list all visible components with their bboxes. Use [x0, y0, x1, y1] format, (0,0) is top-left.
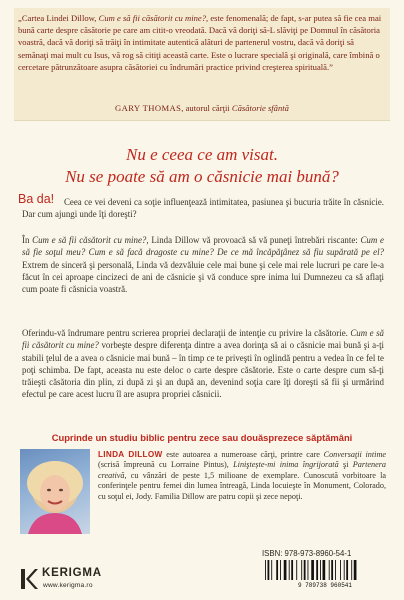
text-part: , Linda Dillow vă provoacă să vă puneţi întrebări riscante:	[146, 235, 361, 245]
book-title: Cum e să fii căsătorit cu mine?	[22, 328, 384, 351]
isbn-label: ISBN: 978-973-8960-54-1	[262, 549, 352, 558]
author-name: GARY THOMAS	[115, 103, 182, 113]
bio-book: Partenera creativă	[98, 460, 386, 480]
endorsement-quote	[18, 12, 386, 73]
barcode	[262, 560, 388, 588]
text-part: Extrem de sinceră şi personală, Linda vă dezvăluie cele mai bune şi cele mai rele lucruri pe care le-a făcut în cei aproape cincizeci de ani de căsnicie şi vă conduce spre inima lui Dumnezeu ca să aflaţi cum poate fi căsnicia voastră.	[22, 259, 384, 295]
author-portrait-icon	[20, 449, 90, 534]
ba-da-label: Ba da!	[18, 192, 55, 206]
publisher-name: KERIGMA	[42, 567, 102, 579]
text-part: Oferindu-vă îndrumare pentru scrierea propriei declaraţii de intenţie cu privire la căsătorie.	[22, 328, 351, 338]
paragraph-1: Ceea ce vei deveni ca soţie influenţează intimitatea, pasiunea şi bucuria trăite în căsnicie. Dar cum ajungi unde îţi doreşti?	[22, 197, 384, 220]
author-photo	[20, 449, 90, 534]
bio-text: este autoarea a numeroase cărţi, printre care	[162, 450, 324, 459]
bio-book: Liniştește-mi inima îngrijorată	[233, 460, 339, 470]
bio-text: şi	[338, 460, 353, 470]
quote-book-title: Cum e să fii căsătorit cu mine?	[98, 13, 207, 23]
study-note: Cuprinde un studiu biblic pentru zece sau douăsprezece săptămâni	[51, 432, 353, 443]
kerigma-logo-icon	[20, 568, 38, 590]
questions: Cum e să fie soţul meu? Cum e să facă dragoste cu mine? De ce mă încăpăţânez să fiu supărată pe el?	[22, 235, 384, 258]
text-part: În	[22, 235, 33, 245]
endorsement-author	[0, 103, 404, 113]
bio-text: (scrisă împreună cu Lorraine Pintus),	[98, 460, 234, 470]
publisher-url[interactable]: www.kerigma.ro	[43, 582, 93, 589]
quote-part: , este fenomenală; de fapt, s-ar putea să fie cea mai bună carte despre căsătorie pe care am citit-o vreodată. Dacă vă doriţi să-L slăviţi pe Domnul în căsătoria voastră, dacă vă doriţi să trăiţi în intimitate autentică alături de partenerul vostru, dacă vă doriţi să semănaţi mai mult cu Isus, vă rog să citiţi această carte. Este o lucrare specială şi originală, care îmbină o cercetare pătrunzătoare asupra căsătoriei cu îndrumări practice privind creşterea spirituală.”	[18, 13, 382, 72]
author-separator: , autorul cărţii	[181, 103, 232, 113]
bio-book: Conversaţii intime	[323, 450, 386, 459]
paragraph-3	[22, 327, 384, 401]
headline-line1: Nu e ceea ce am visat.	[126, 145, 278, 164]
author-bio	[98, 450, 386, 502]
bio-name: LINDA DILLOW	[98, 450, 163, 459]
paragraph-2	[22, 234, 384, 295]
bio-text: , cu vânzări de peste 1,5 milioane de exemplare. Cunoscută vorbitoare la conferinţele pentru femei din lumea întreagă, Linda locuieşte în Monument, Colorado, cu soţul ei, Jody. Familia Dillow are patru copii şi zece nepoţi.	[98, 470, 386, 501]
barcode-digits: 9 789738 960541	[297, 582, 353, 588]
headline-line2: Nu se poate să am o căsnicie mai bună?	[65, 167, 339, 186]
author-book: Căsătorie sfântă	[231, 103, 289, 113]
quote-part: „Cartea Lindei Dillow,	[18, 13, 97, 23]
book-title: Cum e să fii căsătorit cu mine?	[32, 235, 147, 245]
text-part: vorbeşte despre diferenţa dintre a avea dorinţa să ai o căsnicie mai bună şi a-ţi stabili ţelul de a avea o căsnicie mai bună – în timp ce te priveşti în oglindă pentru a vedea în ce fel te poţi schimba. De fapt, aceasta nu este deloc o carte despre căsătorie. Este o carte despre cum să-ţi trăieşti căsătoria din plin, zi după zi şi an după an, devenind soţia care îţi doreşti să fii şi urmărind efectul pe care acest lucru îl are asupra propriei căsnicii.	[22, 340, 384, 400]
